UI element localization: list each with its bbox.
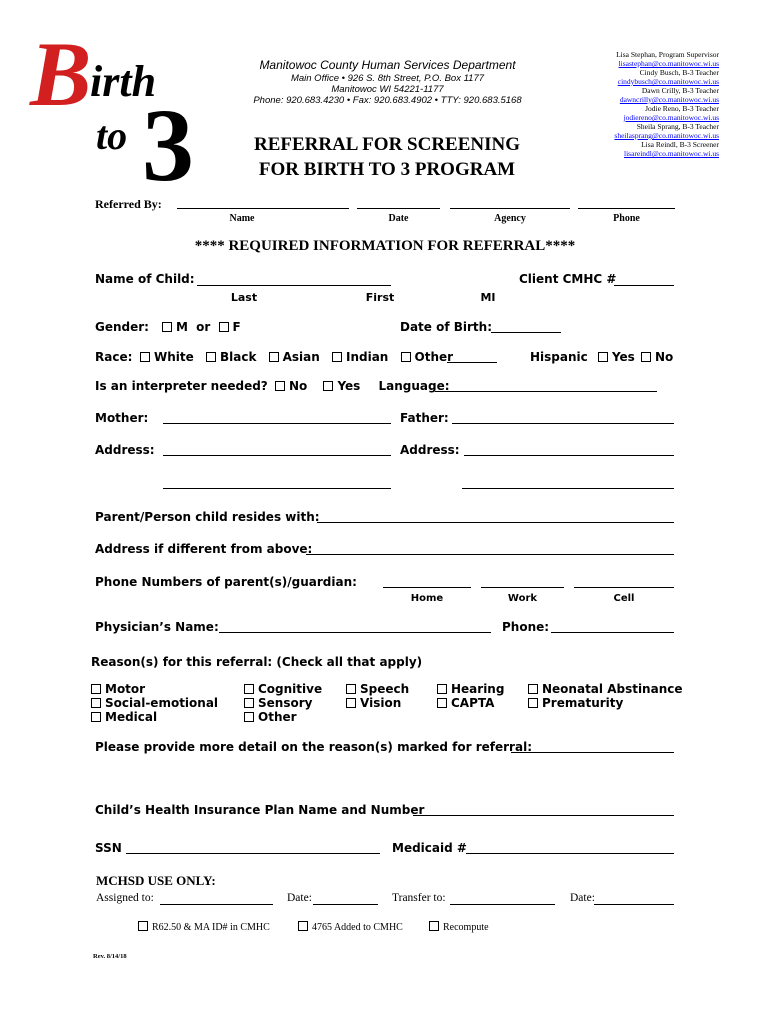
r62-label: R62.50 & MA ID# in CMHC	[152, 922, 270, 933]
reasons-column-1	[91, 682, 218, 724]
recompute-option	[429, 921, 489, 933]
reason-hearing-label: Hearing	[451, 682, 505, 696]
contact-name: Sheila Sprang, B-3 Teacher	[636, 122, 719, 131]
interpreter-row	[95, 379, 450, 393]
race-other-checkbox[interactable]	[401, 352, 411, 362]
gender-label: Gender:	[95, 320, 149, 334]
interpreter-yes-label: Yes	[337, 379, 361, 393]
gender-female-label: F	[232, 320, 241, 334]
referred-by-label: Referred By:	[95, 197, 162, 211]
contact-email-link[interactable]: sheilasprang@co.manitowoc.wi.us	[614, 131, 719, 140]
transfer-date-label: Date:	[570, 892, 595, 904]
transfer-to-field[interactable]	[450, 904, 555, 905]
department-name: Manitowoc County Human Services Department	[259, 58, 516, 72]
physician-name-field[interactable]	[219, 632, 491, 633]
reason-speech-checkbox[interactable]	[346, 684, 356, 694]
child-mi-caption: MI	[480, 291, 496, 304]
contact-email-link[interactable]: jodiereno@co.manitowoc.wi.us	[623, 113, 719, 122]
dob-label: Date of Birth:	[400, 320, 493, 334]
reason-cognitive-checkbox[interactable]	[244, 684, 254, 694]
hispanic-no-checkbox[interactable]	[641, 352, 651, 362]
father-label: Father:	[400, 411, 449, 425]
hispanic-no-label: No	[655, 350, 674, 364]
medicaid-field[interactable]	[466, 853, 674, 854]
race-indian-label: Indian	[345, 350, 389, 364]
address-if-different-field[interactable]	[306, 554, 674, 555]
reasons-column-4	[437, 682, 504, 710]
referred-by-date-field[interactable]	[357, 208, 440, 209]
form-title-line2: FOR BIRTH TO 3 PROGRAM	[258, 159, 516, 180]
gender-male-label: M	[176, 320, 188, 334]
interpreter-yes-checkbox[interactable]	[323, 381, 333, 391]
reason-social-emotional-label: Social-emotional	[105, 696, 219, 710]
reason-medical-label: Medical	[105, 710, 158, 724]
reason-motor-label: Motor	[105, 682, 146, 696]
insurance-field[interactable]	[413, 815, 674, 816]
r62-option	[138, 921, 270, 933]
reasons-column-2	[244, 682, 322, 724]
referred-by-phone-caption: Phone	[613, 213, 640, 224]
father-address-label: Address:	[400, 443, 460, 457]
reason-hearing-checkbox[interactable]	[437, 684, 447, 694]
home-phone-caption: Home	[410, 593, 444, 604]
race-indian-checkbox[interactable]	[332, 352, 342, 362]
race-asian-checkbox[interactable]	[269, 352, 279, 362]
added-cmhc-checkbox[interactable]	[298, 921, 308, 931]
child-name-field[interactable]	[197, 285, 391, 286]
resides-with-label: Parent/Person child resides with:	[95, 510, 320, 524]
referred-by-agency-field[interactable]	[450, 208, 570, 209]
race-other-field[interactable]	[447, 362, 497, 363]
added-cmhc-option	[298, 921, 403, 933]
logo-letter-b: B	[30, 23, 92, 125]
required-info-heading: **** REQUIRED INFORMATION FOR REFERRAL****	[194, 238, 576, 254]
medicaid-label: Medicaid #	[392, 841, 467, 855]
reason-prematurity-checkbox[interactable]	[528, 698, 538, 708]
hispanic-label: Hispanic	[530, 350, 588, 364]
referred-by-name-caption: Name	[229, 213, 255, 224]
referred-by-agency-caption: Agency	[494, 213, 526, 224]
parent-phones-label: Phone Numbers of parent(s)/guardian:	[95, 575, 357, 589]
cell-phone-caption: Cell	[613, 593, 635, 604]
reason-motor-checkbox[interactable]	[91, 684, 101, 694]
revision-date: Rev. 8/14/18	[93, 953, 127, 960]
office-address-line1: Main Office • 926 S. 8th Street, P.O. Box 1177	[290, 73, 485, 84]
reasons-heading: Reason(s) for this referral: (Check all that apply)	[91, 655, 423, 669]
reason-capta-label: CAPTA	[451, 696, 495, 710]
physician-name-label: Physician’s Name:	[95, 620, 219, 634]
assigned-date-field[interactable]	[313, 904, 378, 905]
interpreter-label: Is an interpreter needed?	[95, 379, 268, 393]
work-phone-caption: Work	[507, 593, 538, 604]
reason-detail-field[interactable]	[511, 752, 674, 753]
race-black-label: Black	[219, 350, 257, 364]
reason-cognitive-label: Cognitive	[258, 682, 323, 696]
reason-sensory-label: Sensory	[258, 696, 313, 710]
client-cmhc-label: Client CMHC #	[519, 272, 617, 286]
physician-phone-label: Phone:	[502, 620, 550, 634]
mother-address-field-2[interactable]	[163, 488, 391, 489]
address-if-different-label: Address if different from above:	[95, 542, 313, 556]
logo-irth: irth	[90, 57, 157, 106]
interpreter-no-checkbox[interactable]	[275, 381, 285, 391]
recompute-checkbox[interactable]	[429, 921, 439, 931]
race-label: Race:	[95, 350, 133, 364]
contact-name: Lisa Reindl, B-3 Screener	[641, 140, 719, 149]
language-field[interactable]	[435, 391, 657, 392]
logo-to: to	[96, 113, 128, 158]
reason-vision-label: Vision	[360, 696, 402, 710]
father-field[interactable]	[452, 423, 674, 424]
race-other-label: Other	[414, 350, 454, 364]
language-label: Language:	[378, 379, 450, 393]
hispanic-yes-label: Yes	[611, 350, 635, 364]
reason-other-label: Other	[258, 710, 297, 724]
race-black-checkbox[interactable]	[206, 352, 216, 362]
reason-medical-checkbox[interactable]	[91, 712, 101, 722]
reason-sensory-checkbox[interactable]	[244, 698, 254, 708]
reason-social-emotional-checkbox[interactable]	[91, 698, 101, 708]
office-use-heading: MCHSD USE ONLY:	[96, 873, 216, 888]
home-phone-field[interactable]	[383, 587, 471, 588]
child-last-caption: Last	[230, 291, 258, 304]
reason-capta-checkbox[interactable]	[437, 698, 447, 708]
reason-neonatal-abstinance-checkbox[interactable]	[528, 684, 538, 694]
contact-email-link[interactable]: cindybusch@co.manitowoc.wi.us	[617, 77, 719, 86]
office-address-line2: Manitowoc WI 54221-1177	[331, 84, 444, 95]
assigned-date-label: Date:	[287, 892, 312, 904]
dob-field[interactable]	[491, 332, 561, 333]
reason-prematurity-label: Prematurity	[542, 696, 624, 710]
contact-email-link[interactable]: lisastephan@co.manitowoc.wi.us	[618, 59, 719, 68]
transfer-date-field[interactable]	[594, 904, 674, 905]
logo-three: 3	[142, 88, 194, 203]
form-title-line1: REFERRAL FOR SCREENING	[253, 134, 521, 155]
race-white-checkbox[interactable]	[140, 352, 150, 362]
assigned-to-label: Assigned to:	[96, 892, 154, 904]
transfer-to-label: Transfer to:	[392, 892, 446, 904]
referred-by-phone-field[interactable]	[578, 208, 675, 209]
contact-name: Dawn Crilly, B-3 Teacher	[641, 86, 719, 95]
contact-email-link[interactable]: lisareindl@co.manitowoc.wi.us	[623, 149, 719, 158]
race-asian-label: Asian	[282, 350, 320, 364]
child-name-label: Name of Child:	[95, 272, 195, 286]
client-cmhc-field[interactable]	[614, 285, 674, 286]
father-address-field[interactable]	[464, 455, 674, 456]
insurance-label: Child’s Health Insurance Plan Name and Number	[95, 803, 425, 817]
gender-or-text: or	[196, 320, 211, 334]
child-first-caption: First	[365, 291, 395, 304]
contact-email-link[interactable]: dawncrilly@co.manitowoc.wi.us	[619, 95, 719, 104]
interpreter-no-label: No	[288, 379, 308, 393]
hispanic-options	[530, 350, 673, 364]
reason-speech-label: Speech	[360, 682, 410, 696]
reasons-column-3	[346, 682, 409, 710]
father-address-field-2[interactable]	[462, 488, 674, 489]
recompute-label: Recompute	[443, 922, 489, 933]
added-cmhc-label: 4765 Added to CMHC	[312, 922, 403, 933]
race-white-label: White	[154, 350, 194, 364]
gender-female-checkbox[interactable]	[219, 322, 229, 332]
reasons-column-5	[528, 682, 683, 710]
ssn-label: SSN	[95, 841, 122, 855]
mother-address-label: Address:	[95, 443, 155, 457]
birth-to-3-logo	[30, 23, 200, 203]
mother-field[interactable]	[163, 423, 391, 424]
hispanic-yes-checkbox[interactable]	[598, 352, 608, 362]
resides-with-field[interactable]	[317, 522, 674, 523]
gender-options	[162, 320, 241, 334]
cell-phone-field[interactable]	[574, 587, 674, 588]
reason-neonatal-abstinance-label: Neonatal Abstinance	[542, 682, 683, 696]
ssn-field[interactable]	[126, 853, 380, 854]
mother-address-field[interactable]	[163, 455, 391, 456]
work-phone-field[interactable]	[481, 587, 564, 588]
reason-other-checkbox[interactable]	[244, 712, 254, 722]
contact-name: Lisa Stephan, Program Supervisor	[616, 50, 719, 59]
physician-phone-field[interactable]	[551, 632, 674, 633]
contact-name: Cindy Busch, B-3 Teacher	[639, 68, 719, 77]
staff-contact-list	[575, 50, 719, 158]
assigned-to-field[interactable]	[160, 904, 273, 905]
reason-vision-checkbox[interactable]	[346, 698, 356, 708]
referred-by-date-caption: Date	[388, 213, 409, 224]
office-phone-line: Phone: 920.683.4230 • Fax: 920.683.4902 • TTY: 920.683.5168	[253, 95, 522, 106]
reason-detail-label: Please provide more detail on the reason(s) marked for referral:	[95, 740, 532, 754]
referred-by-name-field[interactable]	[177, 208, 349, 209]
r62-checkbox[interactable]	[138, 921, 148, 931]
gender-male-checkbox[interactable]	[162, 322, 172, 332]
mother-label: Mother:	[95, 411, 149, 425]
contact-name: Jodie Reno, B-3 Teacher	[645, 104, 719, 113]
race-options	[140, 350, 453, 364]
